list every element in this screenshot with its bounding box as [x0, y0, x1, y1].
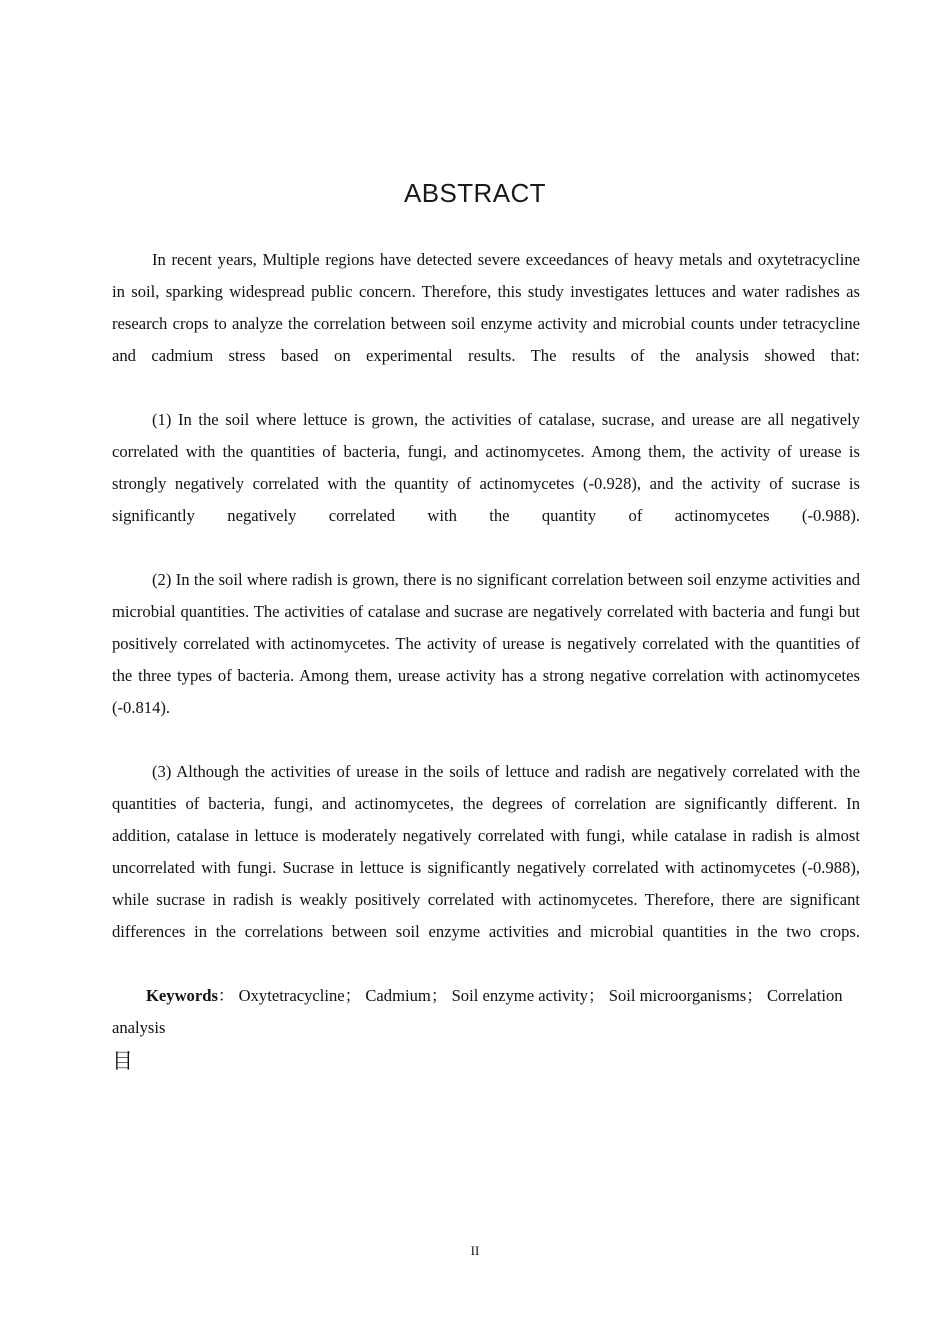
keywords-label: Keywords — [146, 986, 218, 1005]
keyword-separator: ； — [587, 986, 605, 1005]
paragraph-finding-3: (3) Although the activities of urease in the soils of lettuce and radish are negatively correlated with the quantities of bacteria, fungi, and actinomycetes, the degrees of correlation are significantly different. In addition, catalase in lettuce is moderately negatively correlated with fungi, while catalase in radish is almost uncorrelated with fungi. Sucrase in lettuce is significantly negatively correlated with actinomycetes (-0.988), while sucrase in radish is weakly positively correlated with actinomycetes. Therefore, there are significant differences in the correlations between soil enzyme activities and microbial quantities in the two crops. — [112, 762, 860, 941]
keywords-line — [112, 980, 860, 1044]
keyword-separator: ； — [430, 986, 448, 1005]
page-title: ABSTRACT — [404, 178, 546, 208]
paragraph-finding-1: (1) In the soil where lettuce is grown, the activities of catalase, sucrase, and urease are all negatively correlated with the quantities of bacteria, fungi, and actinomycetes. Among them, the activity of urease is strongly negatively correlated with the quantity of actinomycetes (-0.928), and the activity of sucrase is significantly negatively correlated with the quantity of actinomycetes (-0.988). — [112, 410, 860, 525]
keyword-separator: ； — [344, 986, 362, 1005]
page-number: II — [470, 1243, 480, 1258]
keyword-item: Correlation analysis — [112, 986, 843, 1037]
keyword-item: Soil enzyme activity — [447, 986, 588, 1005]
keyword-item: Cadmium — [361, 986, 431, 1005]
stray-cjk-character: 目 — [112, 1049, 133, 1073]
paragraph-intro: In recent years, Multiple regions have detected severe exceedances of heavy metals and oxytetracycline in soil, sparking widespread public concern. Therefore, this study investigates lettuces and water radishes as research crops to analyze the correlation between soil enzyme activity and microbial counts under tetracycline and cadmium stress based on experimental results. The results of the analysis showed that: — [112, 250, 860, 365]
keyword-separator: ； — [746, 986, 763, 1005]
keyword-item: Soil microorganisms — [604, 986, 747, 1005]
abstract-body — [112, 244, 860, 1078]
keywords-colon: ： — [217, 986, 235, 1005]
keyword-item: Oxytetracycline — [234, 986, 345, 1005]
paragraph-finding-2: (2) In the soil where radish is grown, there is no significant correlation between soil enzyme activities and microbial quantities. The activities of catalase and sucrase are negatively correlated with bacteria and fungi but positively correlated with actinomycetes. The activity of urease is negatively correlated with the quantities of the three types of bacteria. Among them, urease activity has a strong negative correlation with actinomycetes (-0.814). — [112, 570, 860, 717]
